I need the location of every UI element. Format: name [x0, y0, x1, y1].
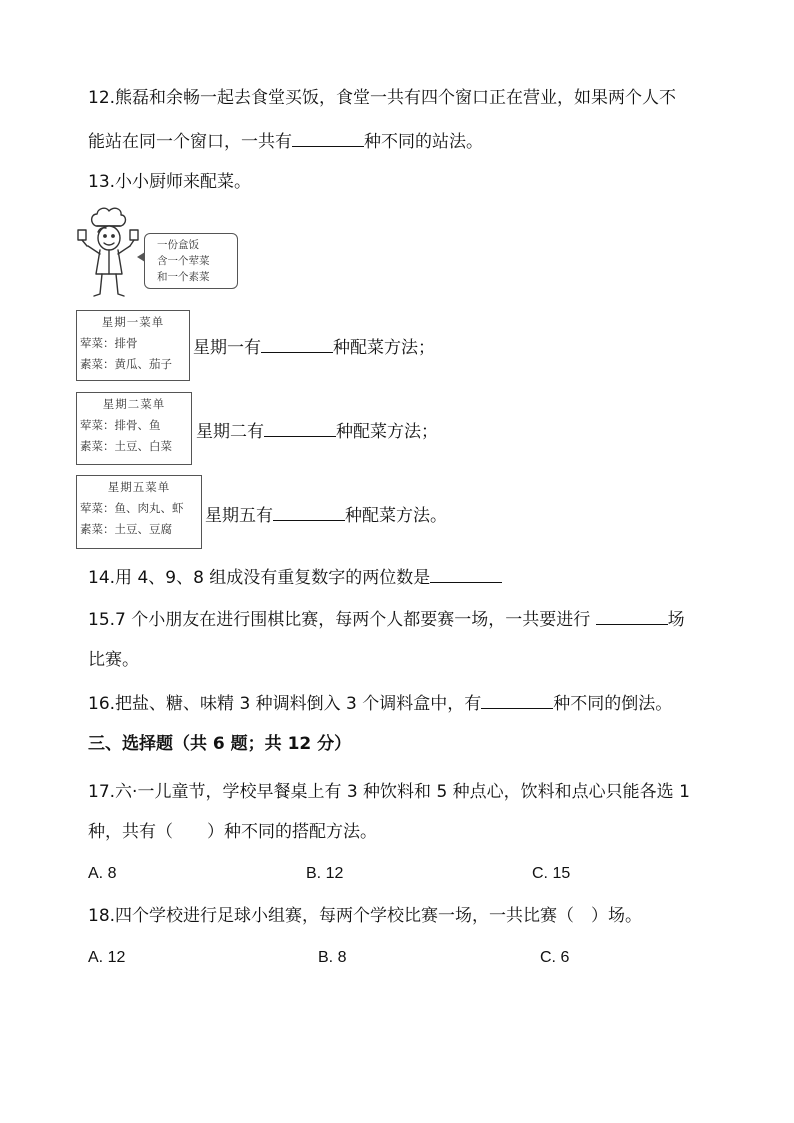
q14-line: [88, 564, 502, 590]
q17-option-c[interactable]: C. 15: [532, 865, 571, 882]
friday-text-post: 种配菜方法。: [345, 506, 447, 526]
tuesday-text-post: 种配菜方法；: [336, 422, 438, 442]
q14-answer-blank[interactable]: [430, 564, 502, 583]
q15-answer-blank[interactable]: [596, 606, 668, 625]
monday-answer-blank[interactable]: [261, 334, 333, 353]
q18-option-a[interactable]: A. 12: [88, 949, 126, 966]
q17-option-a[interactable]: A. 8: [88, 865, 117, 882]
speech-bubble: [144, 233, 238, 289]
chef-illustration: [72, 204, 144, 300]
q15-line1: [88, 606, 685, 632]
q16-answer-blank[interactable]: [481, 690, 553, 709]
q16-text-post: 种不同的倒法。: [553, 694, 673, 714]
q16-text-pre: 16.把盐、糖、味精 3 种调料倒入 3 个调料盒中，有: [88, 694, 482, 714]
q17-option-b[interactable]: B. 12: [306, 865, 344, 882]
menu-title: 星期一菜单: [101, 315, 165, 329]
friday-answer-blank[interactable]: [273, 502, 345, 521]
q16-line: [88, 690, 672, 716]
q12-answer-blank[interactable]: [292, 128, 364, 147]
q17-line1: 17.六·一儿童节，学校早餐桌上有 3 种饮料和 5 种点心，饮料和点心只能各选 1: [88, 782, 690, 802]
q18-line1: 18.四个学校进行足球小组赛，每两个学校比赛一场，一共比赛（ ）场。: [88, 906, 643, 926]
q13-friday-line: [205, 502, 447, 528]
menu-card-monday: [76, 310, 190, 381]
q17-line2: 种，共有（ ）种不同的搭配方法。: [88, 822, 377, 842]
menu-card-tuesday: [76, 392, 192, 465]
q14-text: 14.用 4、9、8 组成没有重复数字的两位数是: [88, 568, 431, 588]
q12-line1: 12.熊磊和余畅一起去食堂买饭，食堂一共有四个窗口正在营业，如果两个人不: [88, 88, 677, 108]
q18-option-c[interactable]: C. 6: [540, 949, 570, 966]
menu-title: 星期二菜单: [102, 397, 166, 411]
menu-veg: 素菜：土豆、豆腐: [80, 522, 172, 536]
menu-title: 星期五菜单: [107, 480, 171, 494]
menu-veg: 素菜：黄瓜、茄子: [80, 357, 172, 371]
menu-card-friday: [76, 475, 202, 549]
friday-text-pre: 星期五有: [205, 506, 273, 526]
section-heading: 三、选择题（共 6 题；共 12 分）: [88, 734, 352, 754]
menu-meat: 荤菜：鱼、肉丸、虾: [80, 501, 184, 515]
q13-monday-line: [193, 334, 435, 360]
bubble-line: 和一个素菜: [157, 271, 210, 283]
menu-veg: 素菜：土豆、白菜: [80, 439, 172, 453]
q15-text-post: 场: [667, 610, 685, 630]
q15-line2: 比赛。: [88, 650, 139, 670]
q18-option-b[interactable]: B. 8: [318, 949, 347, 966]
menu-meat: 荤菜：排骨、鱼: [80, 418, 161, 432]
q13-title: 13.小小厨师来配菜。: [88, 172, 252, 192]
bubble-line: 一份盒饭: [157, 239, 199, 251]
bubble-line: 含一个荤菜: [157, 255, 210, 267]
q15-text-pre: 15.7 个小朋友在进行围棋比赛，每两个人都要赛一场，一共要进行: [88, 610, 596, 630]
q12-line2: [88, 128, 483, 154]
q12-text-pre: 能站在同一个窗口，一共有: [88, 132, 292, 152]
tuesday-answer-blank[interactable]: [264, 418, 336, 437]
monday-text-post: 种配菜方法；: [333, 338, 435, 358]
menu-meat: 荤菜：排骨: [80, 336, 138, 350]
monday-text-pre: 星期一有: [193, 338, 261, 358]
q12-text-post: 种不同的站法。: [364, 132, 483, 152]
q13-tuesday-line: [196, 418, 438, 444]
tuesday-text-pre: 星期二有: [196, 422, 264, 442]
